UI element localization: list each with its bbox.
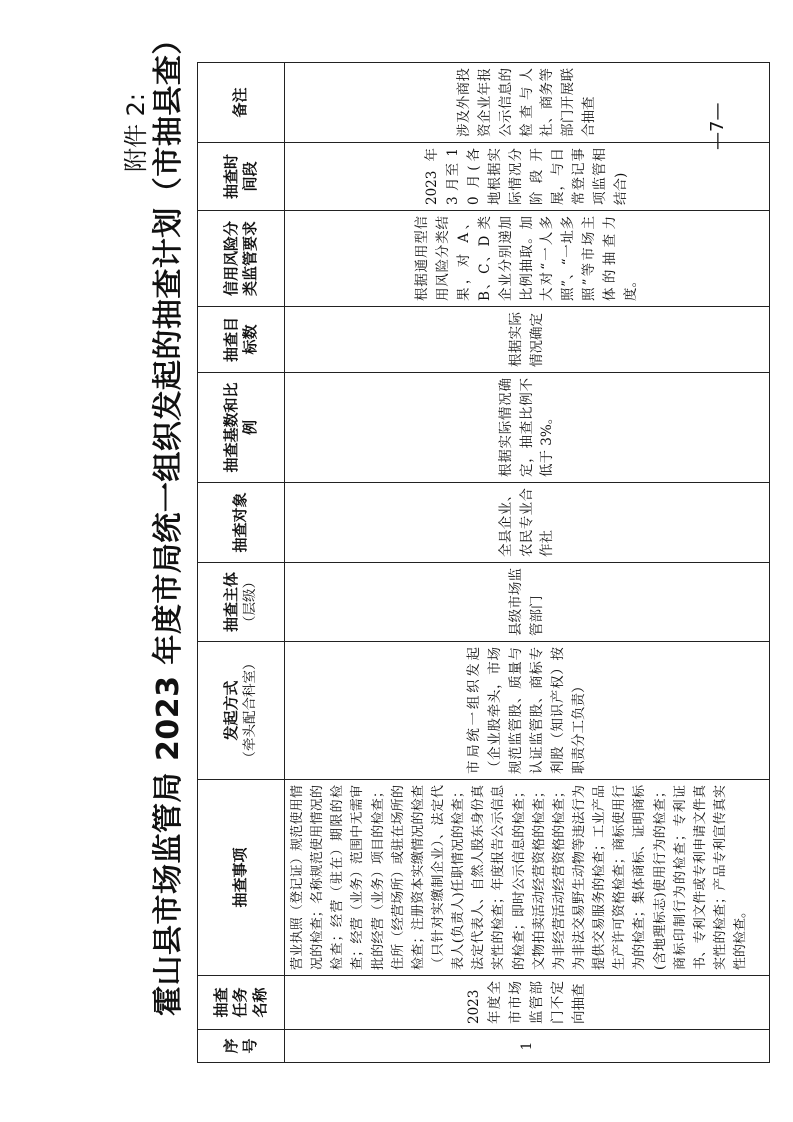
header-time: 抽查时间段 bbox=[198, 143, 285, 211]
header-method bbox=[198, 642, 285, 780]
cell-base: 根据实际情况确定，抽查比例不低于 3%。 bbox=[285, 373, 770, 483]
cell-task: 2023 年度全市市场监管部门不定向抽查 bbox=[285, 976, 770, 1030]
cell-time: 2023 年 3 月至 10 月(各地根据实际情况分阶段开展，与日常登记事项监管相结合) bbox=[285, 143, 770, 211]
header-method-label: 发起方式 bbox=[222, 680, 241, 741]
cell-credit: 根据通用型信用风险分类结果，对 A、B、C、D 类企业分别递加比例抽取。加大对“一人多照”、“一址多照”等市场主体的抽查力度。 bbox=[285, 211, 770, 307]
header-items: 抽查事项 bbox=[198, 780, 285, 976]
cell-items: 营业执照（登记证）规范使用情况的检查；名称规范使用情况的检查；经营（驻在）期限的检查；经营（业务）范围中无需审批的经营（业务）项目的检查；住所（经营场所）或驻在场所的检查；注册资本实缴情况的检查（只针对实缴制企业）、法定代表人(负责人)任职情况的检查；法定代表人、自然人股东身份真实性的检查；年度报告公示信息的检查；即时公示信息的检查；文物拍卖活动经营资格的检查；为非经营活动经营资格的检查；为非法交易野生动物等违法行为提供交易服务的检查；工业产品生产许可资格检查；商标使用行为的检查；集体商标、证明商标(含地理标志)使用行为的检查；商标印制行为的检查；专利证书、专利文件或专利申请文件真实性的检查；产品专利宣传真实性的检查。 bbox=[285, 780, 770, 976]
header-seq: 序号 bbox=[198, 1030, 285, 1063]
cell-count: 根据实际情况确定 bbox=[285, 307, 770, 373]
page-number: —7— bbox=[707, 102, 728, 150]
table-row bbox=[285, 63, 770, 1063]
cell-method: 市局统一组织发起（企业股牵头，市场规范监管股、质量与认证监管股、商标专利股（知识产权）按职责分工负责） bbox=[285, 642, 770, 780]
table-container bbox=[197, 62, 770, 1063]
cell-note: 涉及外商投资企业年报公示信息的检查与人社、商务等部门开展联合抽查 bbox=[285, 63, 770, 143]
cell-subject: 县级市场监管部门 bbox=[285, 563, 770, 642]
header-method-sub: （牵头配合科室） bbox=[241, 656, 258, 765]
header-subject-label: 抽查主体 bbox=[222, 572, 241, 633]
header-target: 抽查对象 bbox=[198, 483, 285, 563]
header-base: 抽查基数和比例 bbox=[198, 373, 285, 483]
cell-seq: 1 bbox=[285, 1030, 770, 1063]
header-subject bbox=[198, 563, 285, 642]
page-title: 霍山县市场监管局 2023 年度市局统一组织发起的抽查计划（市抽县查） bbox=[151, 24, 186, 1016]
cell-target: 全县企业、农民专业合作社 bbox=[285, 483, 770, 563]
table-header-row bbox=[198, 63, 285, 1063]
spot-check-plan-table bbox=[197, 62, 770, 1063]
header-count: 抽查目标数 bbox=[198, 307, 285, 373]
header-task: 抽查任务名称 bbox=[198, 976, 285, 1030]
header-note: 备注 bbox=[198, 63, 285, 143]
header-credit: 信用风险分类监管要求 bbox=[198, 211, 285, 307]
attachment-label: 附件 2: bbox=[122, 93, 150, 172]
header-subject-sub: （层级） bbox=[241, 575, 258, 629]
